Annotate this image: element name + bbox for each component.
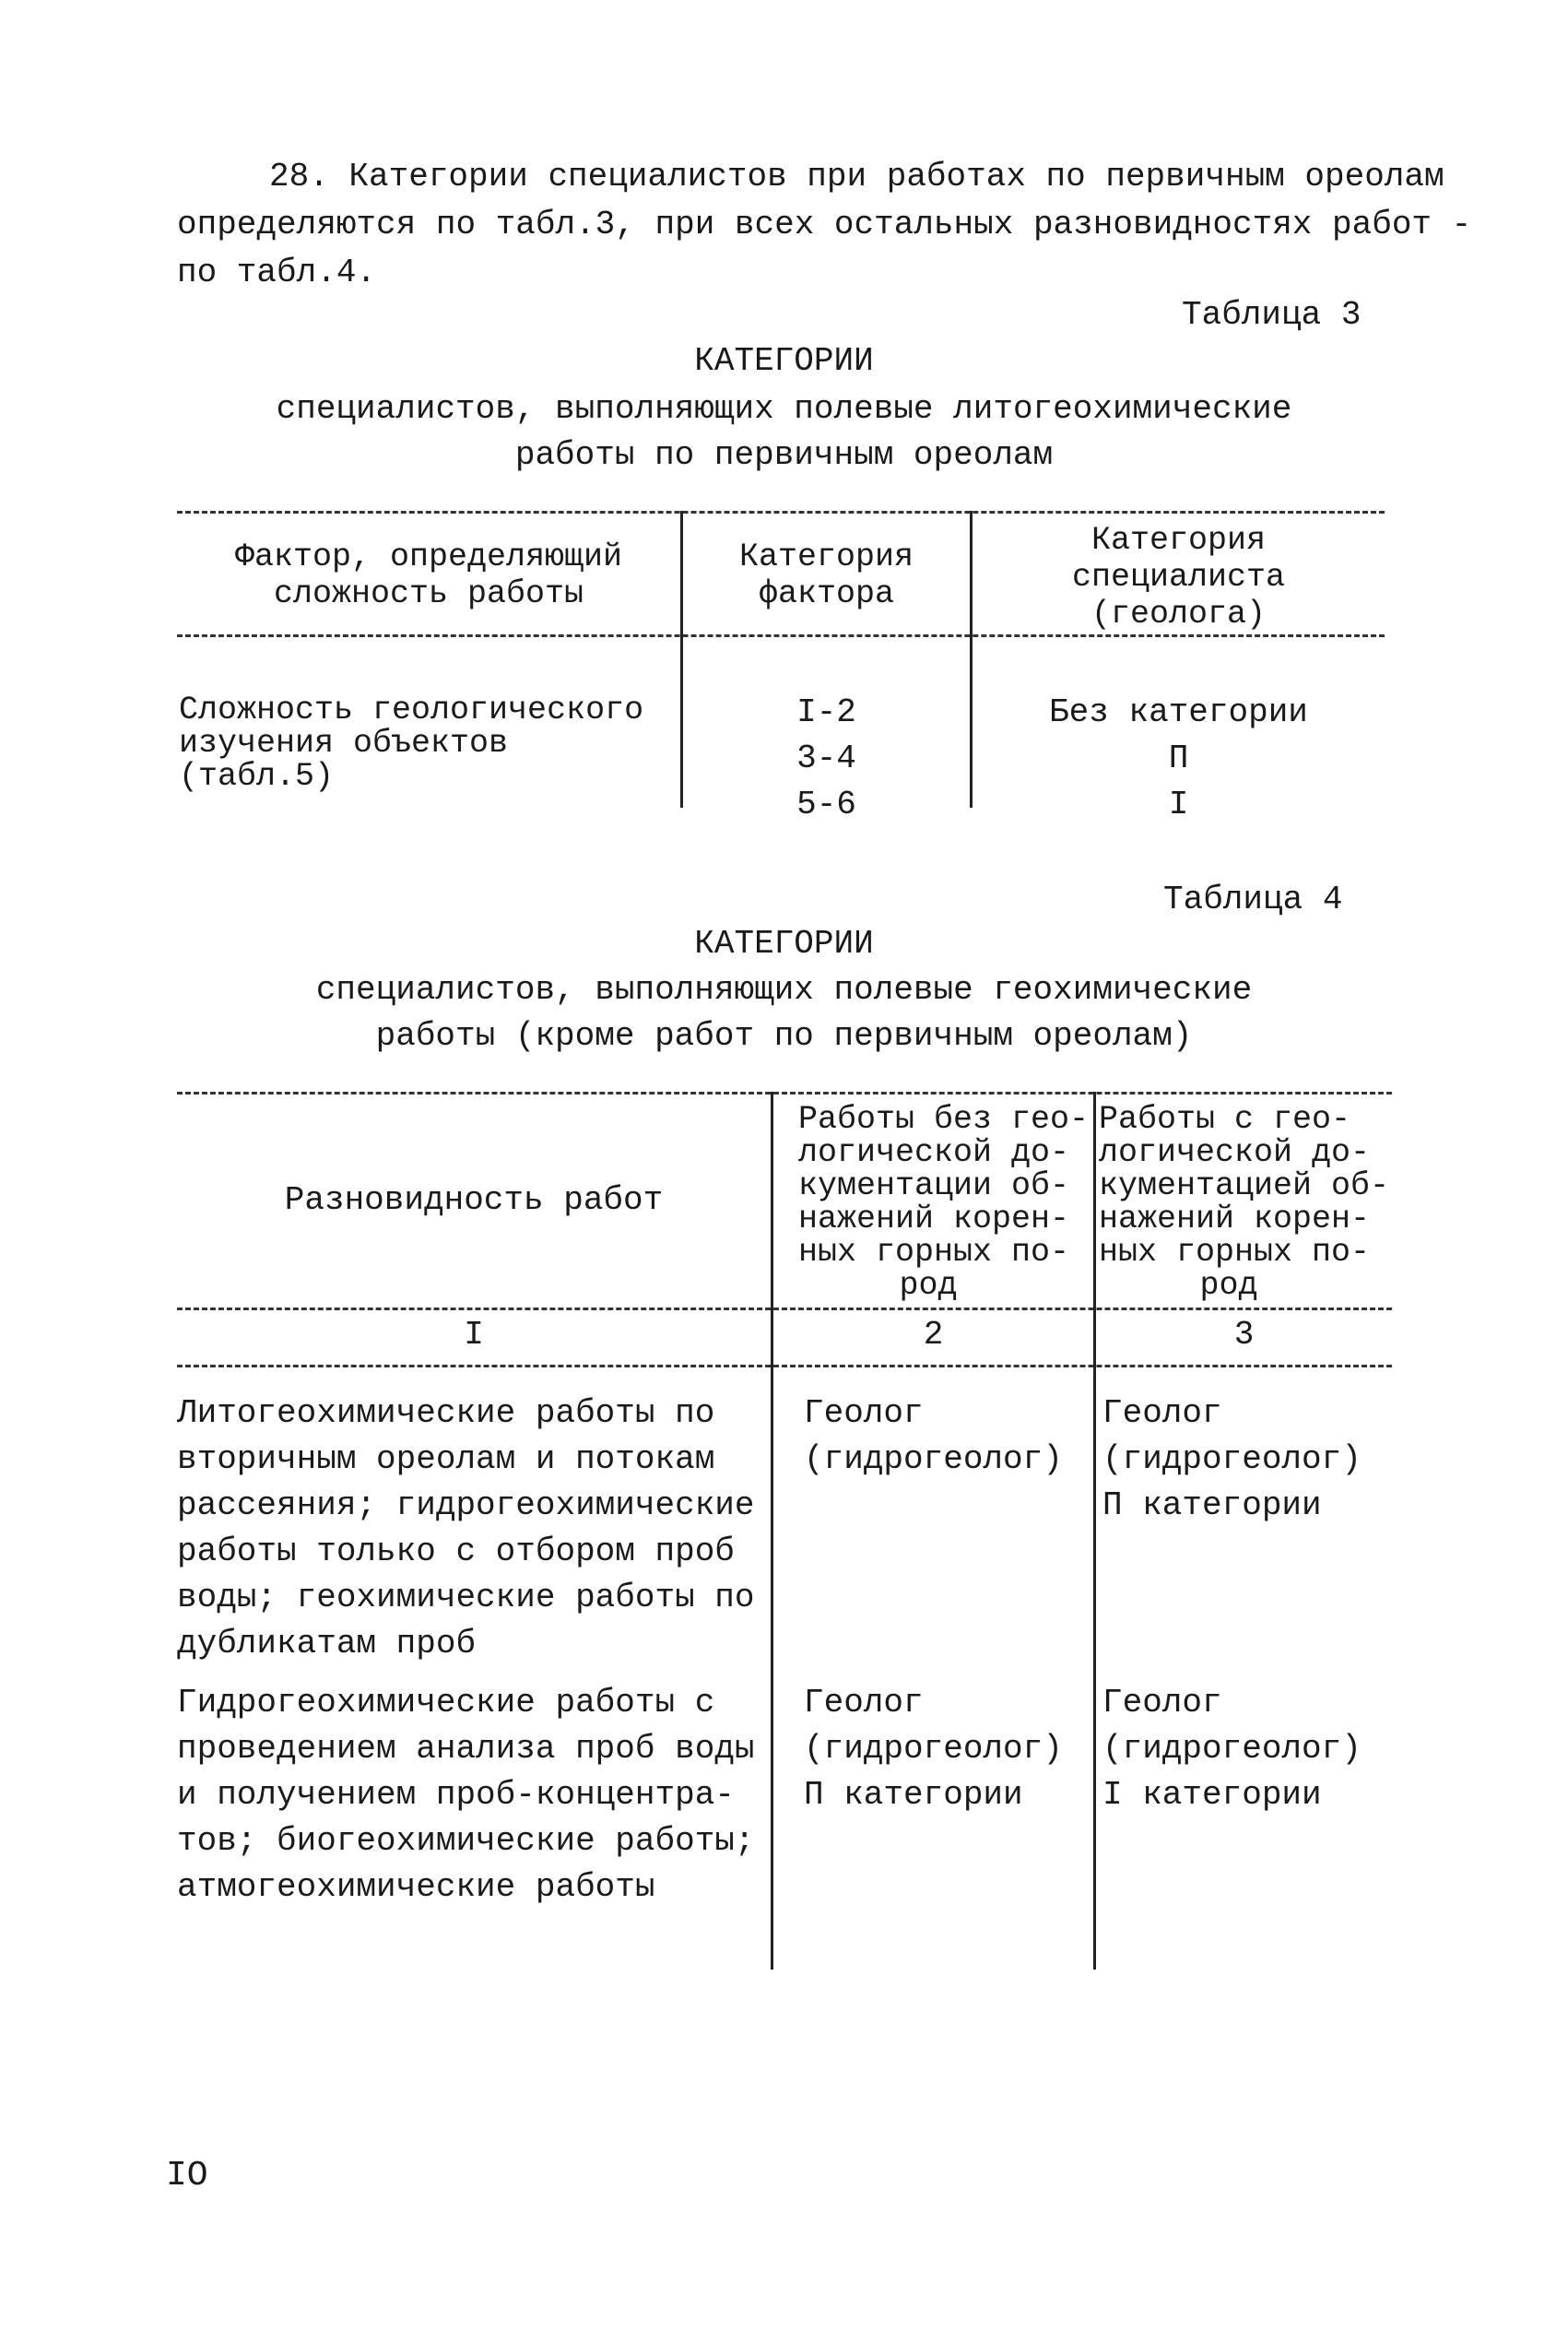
intro-line-3: по табл.4. <box>177 254 377 291</box>
table4-top-rule <box>177 1092 1392 1095</box>
table3-header-factor: Фактор, определяющий сложность работы <box>234 538 623 612</box>
table4-subtitle-line-1: специалистов, выполняющих полевые геохимические <box>315 971 1253 1009</box>
table3-label: Таблица 3 <box>1182 296 1362 334</box>
table4-numbers-rule <box>177 1365 1392 1367</box>
table4-col-number-3: 3 <box>1233 1316 1255 1354</box>
table4-label: Таблица 4 <box>1163 881 1343 918</box>
table3-subtitle-line-2: работы по первичным ореолам <box>514 436 1054 474</box>
table3-header-factor-category: Категория фактора <box>738 538 914 612</box>
table4-row-1-type: Литогеохимические работы по вторичным ореолам и потокам рассеяния; гидрогеохимические работы только с отбором проб воды; геохимические работы по дубликатам проб <box>177 1394 755 1662</box>
table4-header-without-doc: Работы без гео- логической до- кументации об- нажений корен- ных горных по- род <box>798 1101 1090 1304</box>
page-number: IO <box>166 2156 208 2195</box>
table4-title: КАТЕГОРИИ <box>694 925 874 963</box>
table3-specialist-category-cell: Без категории П I <box>1049 693 1308 823</box>
table3-title: КАТЕГОРИИ <box>694 342 874 380</box>
table3-header-rule <box>177 634 1385 637</box>
table4-header-type: Разновидность работ <box>284 1181 664 1219</box>
table4-header-rule <box>177 1307 1392 1310</box>
table4-col-number-2: 2 <box>923 1316 944 1354</box>
table4-row-2-with-doc: Геолог (гидрогеолог) I категории <box>1102 1684 1362 1814</box>
table4-row-2-without-doc: Геолог (гидрогеолог) П категории <box>804 1684 1063 1814</box>
table3-factor-cell: Сложность геологического изучения объектов (табл.5) <box>179 692 644 795</box>
table4-row-1-without-doc: Геолог (гидрогеолог) <box>804 1394 1063 1478</box>
table3-top-rule <box>177 511 1385 514</box>
table3-header-specialist-category: Категория специалиста (геолога) <box>1071 522 1286 633</box>
table3-subtitle-line-1: специалистов, выполняющих полевые литогеохимические <box>276 390 1292 428</box>
table3-factor-category-cell: I-2 3-4 5-6 <box>796 693 856 823</box>
table4-col-divider-2 <box>1093 1092 1096 1970</box>
table4-col-divider-1 <box>771 1092 773 1970</box>
intro-line-2: определяются по табл.3, при всех остальных разновидностях работ - <box>177 206 1472 243</box>
table4-subtitle-line-2: работы (кроме работ по первичным ореолам) <box>375 1017 1193 1055</box>
table4-row-2-type: Гидрогеохимические работы с проведением анализа проб воды и получением проб-концентра- тов; биогеохимические работы; атмогеохимические работы <box>177 1684 755 1906</box>
intro-line-1: 28. Категории специалистов при работах по первичным ореолам <box>269 158 1444 195</box>
table4-col-number-1: I <box>464 1316 484 1354</box>
table4-row-1-with-doc: Геолог (гидрогеолог) П категории <box>1102 1394 1362 1524</box>
table4-header-with-doc: Работы с гео- логической до- кументацией об- нажений корен- ных горных по- род <box>1099 1101 1390 1304</box>
